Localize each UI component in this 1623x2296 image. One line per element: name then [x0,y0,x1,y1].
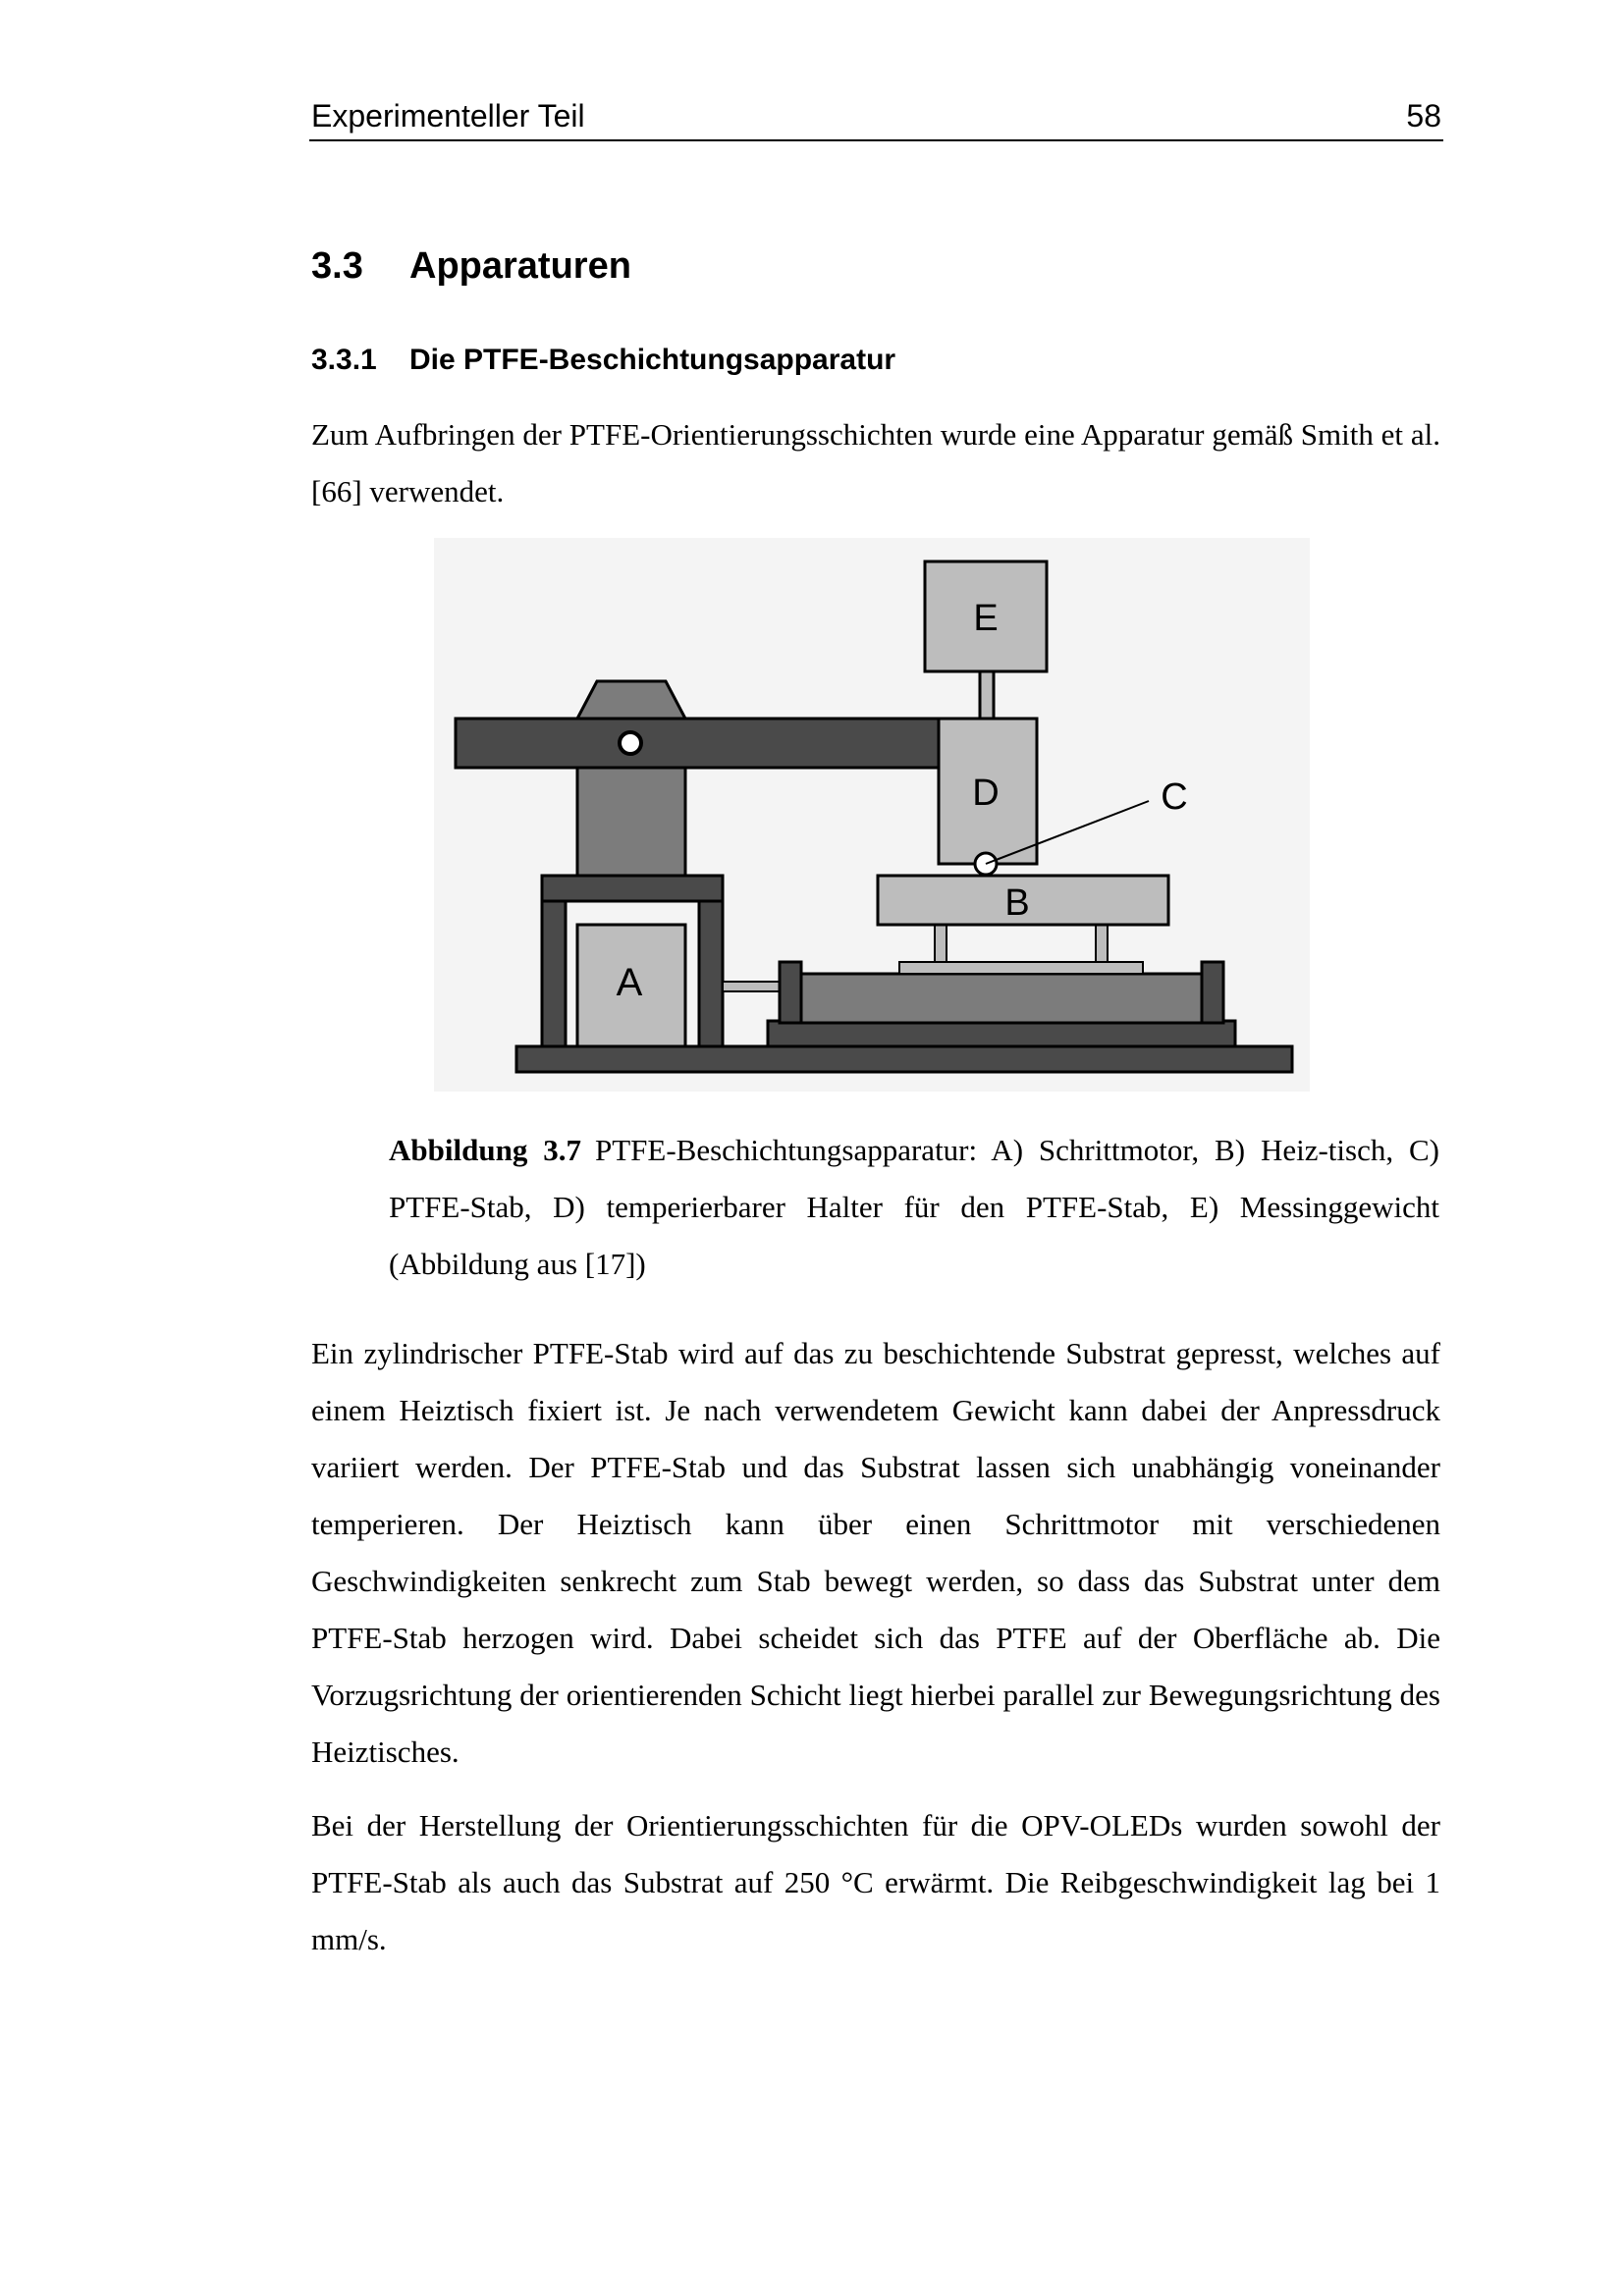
subsection-title: Die PTFE-Beschichtungsapparatur [409,344,896,376]
lever-arm [456,719,943,768]
header-section-title: Experimenteller Teil [311,98,585,133]
weight-connector [980,671,994,719]
apparatus-diagram [434,538,1310,1092]
frame-left-leg [542,901,566,1046]
section-number: 3.3 [311,245,363,287]
label-c: C [1161,776,1188,818]
figure-caption [389,1122,1439,1293]
rail-right-post [1202,962,1223,1023]
section-title: Apparaturen [409,245,631,287]
pivot-cap [577,681,685,719]
rail-base [768,1021,1235,1046]
frame-top-bar [542,876,723,901]
label-d: D [972,773,1000,814]
rail-left-post [780,962,801,1023]
table-mount [899,962,1143,974]
label-e: E [973,598,999,639]
section-heading [311,245,631,288]
apparatus-figure [434,538,1310,1092]
pillar [577,768,685,876]
page-number: 58 [1406,98,1441,133]
body-paragraph: Bei der Herstellung der Orientierungsschichten für die OPV-OLEDs wurden sowohl der PTFE-Stab als auch das Substrat auf 250 °C erwärmt. Die Reibgeschwindigkeit lag bei 1 mm/s. [311,1808,1440,1956]
frame-right-leg [699,901,723,1046]
body-paragraph: Ein zylindrischer PTFE-Stab wird auf das zu beschichtende Substrat gepresst, welches auf einem Heiztisch fixiert ist. Je nach verwendetem Gewicht kann dabei der Anpressdruck variiert werden. Der PTFE-Stab und das Substrat lassen sich unabhängig voneinander temperieren. Der Heiztisch kann über einen Schrittmotor mit verschiedenen Geschwindigkeiten senkrecht zum Stab bewegt werden, so dass das Substrat unter dem PTFE-Stab herzogen wird. Dabei scheidet sich das PTFE auf der Oberfläche ab. Die Vorzugsrichtung der orientierenden Schicht liegt hierbei parallel zur Bewegungsrichtung des Heiztisches. [311,1336,1440,1769]
sled [801,974,1202,1023]
label-b: B [1004,882,1030,924]
running-header [309,94,1443,141]
caption-label: Abbildung 3.7 [389,1133,581,1167]
base-plate [516,1046,1292,1072]
caption-text: PTFE-Beschichtungsapparatur: A) Schrittmotor, B) Heiz-tisch, C) PTFE-Stab, D) temperierbarer Halter für den PTFE-Stab, E) Messinggewicht (Abbildung aus [17]) [389,1133,1439,1281]
subsection-heading [311,344,895,377]
intro-paragraph: Zum Aufbringen der PTFE-Orientierungsschichten wurde eine Apparatur gemäß Smith et al. [66] verwendet. [311,417,1440,508]
subsection-number: 3.3.1 [311,344,377,376]
pivot-joint [620,732,641,754]
label-a: A [616,961,643,1004]
